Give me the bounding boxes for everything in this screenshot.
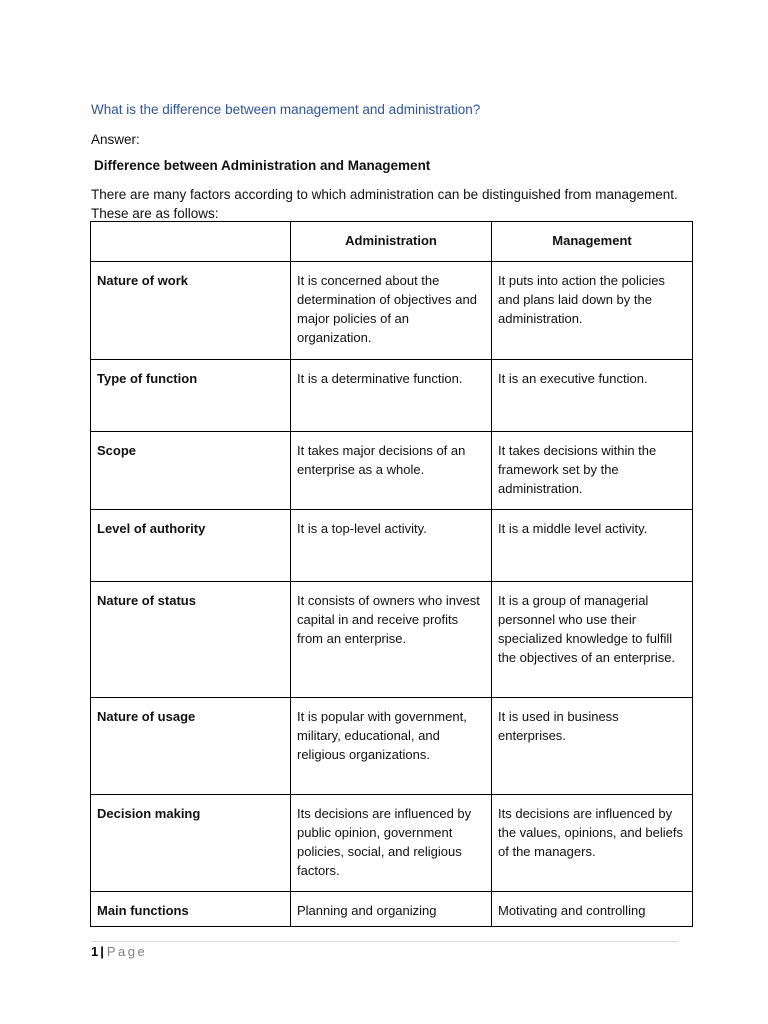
- comparison-table: [90, 221, 693, 927]
- management-cell: It is used in business enterprises.: [492, 698, 693, 795]
- administration-cell: Planning and organizing: [291, 892, 492, 927]
- administration-cell: It is a top-level activity.: [291, 510, 492, 582]
- administration-cell: It is popular with government, military, educational, and religious organizations.: [291, 698, 492, 795]
- row-label: Nature of work: [91, 262, 291, 360]
- page-label: Page: [106, 944, 148, 959]
- administration-cell: It is a determinative function.: [291, 360, 492, 432]
- row-label: Scope: [91, 432, 291, 510]
- row-label: Nature of status: [91, 582, 291, 698]
- management-cell: It is a middle level activity.: [492, 510, 693, 582]
- administration-cell: Its decisions are influenced by public opinion, government policies, social, and religious factors.: [291, 795, 492, 892]
- row-label: Decision making: [91, 795, 291, 892]
- intro-paragraph: There are many factors according to which administration can be distinguished from management. These are as follows:: [91, 187, 678, 221]
- management-cell: It takes decisions within the framework set by the administration.: [492, 432, 693, 510]
- table-row: [91, 510, 693, 582]
- header-cell-empty: [91, 222, 291, 262]
- footer-divider: [91, 941, 678, 942]
- row-label: Nature of usage: [91, 698, 291, 795]
- administration-cell: It consists of owners who invest capital in and receive profits from an enterprise.: [291, 582, 492, 698]
- management-cell: It is an executive function.: [492, 360, 693, 432]
- management-cell: It puts into action the policies and plans laid down by the administration.: [492, 262, 693, 360]
- management-cell: Motivating and controlling: [492, 892, 693, 927]
- row-label: Type of function: [91, 360, 291, 432]
- page-number: 1: [91, 944, 99, 959]
- question-heading: What is the difference between management and administration?: [91, 102, 481, 117]
- table-row: [91, 795, 693, 892]
- table-row: [91, 262, 693, 360]
- table-row: [91, 360, 693, 432]
- table-header-row: [91, 222, 693, 262]
- management-cell: It is a group of managerial personnel who use their specialized knowledge to fulfill the objectives of an enterprise.: [492, 582, 693, 698]
- table-row: [91, 582, 693, 698]
- row-label: Level of authority: [91, 510, 291, 582]
- answer-label: Answer:: [91, 132, 140, 147]
- table-row: [91, 892, 693, 927]
- administration-cell: It takes major decisions of an enterprise as a whole.: [291, 432, 492, 510]
- subheading: Difference between Administration and Management: [94, 158, 431, 173]
- management-cell: Its decisions are influenced by the values, opinions, and beliefs of the managers.: [492, 795, 693, 892]
- page-footer: [91, 944, 147, 959]
- header-cell-administration: Administration: [291, 222, 492, 262]
- footer-separator: |: [100, 944, 104, 959]
- row-label: Main functions: [91, 892, 291, 927]
- table-row: [91, 432, 693, 510]
- header-cell-management: Management: [492, 222, 693, 262]
- table-row: [91, 698, 693, 795]
- administration-cell: It is concerned about the determination of objectives and major policies of an organization.: [291, 262, 492, 360]
